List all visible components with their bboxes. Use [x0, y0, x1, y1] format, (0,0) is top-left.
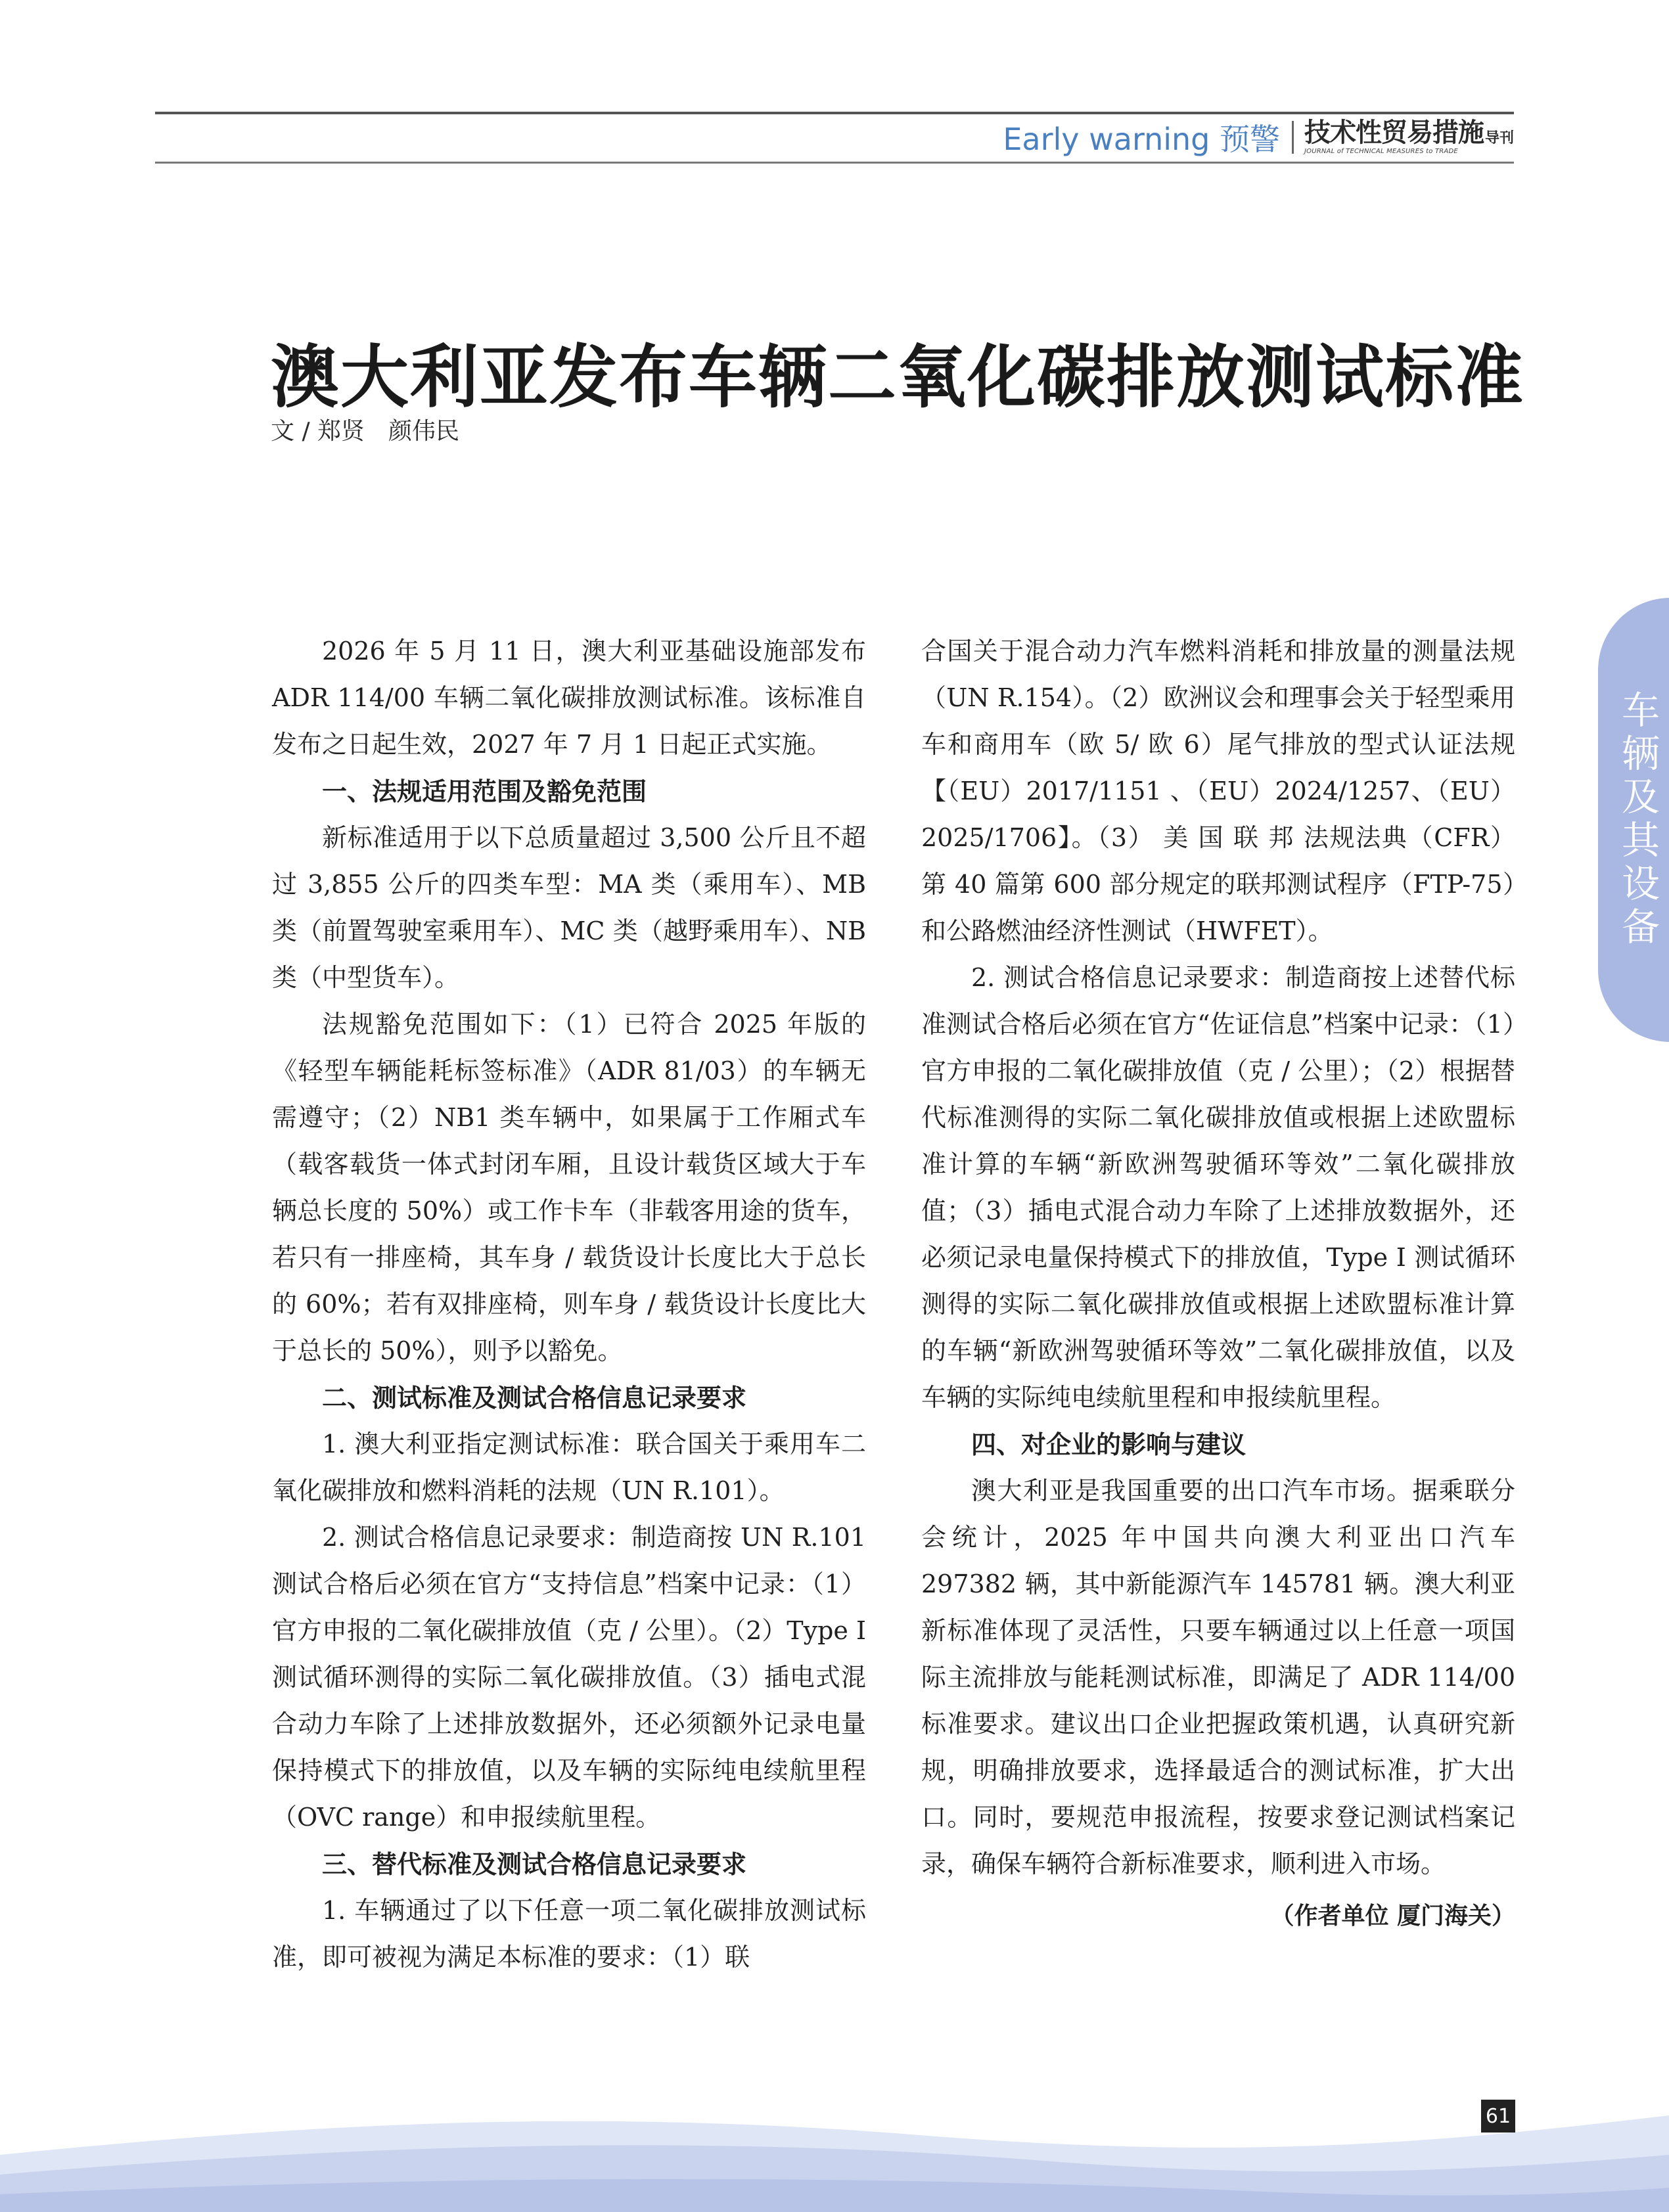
paragraph: 2. 测试合格信息记录要求：制造商按上述替代标准测试合格后必须在官方“佐证信息”档案中记录：（1）官方申报的二氧化碳排放值（克 / 公里）；（2）根据替代标准测得的实际二氧化碳排放值或根据上述欧盟标准计算的车辆“新欧洲驾驶循环等效”二氧化碳排放值；（3）插电式混合动力车除了上述排放数据外，还必须记录电量保持模式下的排放值，Type I 测试循环测得的实际二氧化碳排放值或根据上述欧盟标准计算的车辆“新欧洲驾驶循环等效”二氧化碳排放值，以及车辆的实际纯电续航里程和申报续航里程。 — [921, 963, 1515, 1412]
paragraph: 2. 测试合格信息记录要求：制造商按 UN R.101 测试合格后必须在官方“支持信息”档案中记录：（1）官方申报的二氧化碳排放值（克 / 公里）。（2）Type I 测试循环测得的实际二氧化碳排放值。（3）插电式混合动力车除了上述排放数据外，还必须额外记录电量保持模式下的排放值，以及车辆的实际纯电续航里程（OVC range）和申报续航里程。 — [272, 1523, 866, 1832]
section-heading: 四、对企业的影响与建议 — [971, 1430, 1246, 1459]
section-side-tab — [1598, 598, 1669, 1042]
section-heading: 一、法规适用范围及豁免范围 — [322, 777, 647, 806]
journal-name-en: JOURNAL of TECHNICAL MEASURES to TRADE — [1304, 148, 1458, 155]
side-tab-label: 车辆及其设备 — [1615, 690, 1660, 950]
footer-wave-decoration — [0, 2096, 1669, 2212]
author-affiliation: （作者单位 厦门海关） — [1270, 1903, 1515, 1930]
journal-name-cn: 技术性贸易措施 — [1304, 118, 1484, 148]
paragraph: 新标准适用于以下总质量超过 3,500 公斤且不超过 3,855 公斤的四类车型：MA 类（乘用车）、MB 类（前置驾驶室乘用车）、MC 类（越野乘用车）、NB 类（中型货车）。 — [272, 823, 866, 992]
header-separator — [1292, 121, 1294, 154]
body-column-right — [921, 628, 1515, 1939]
paragraph: 法规豁免范围如下：（1）已符合 2025 年版的《轻型车辆能耗标签标准》（ADR 81/03）的车辆无需遵守；（2）NB1 类车辆中，如果属于工作厢式车（载客载货一体式封闭车厢，且设计载货区域大于车辆总长度的 50%）或工作卡车（非载客用途的货车，若只有一排座椅，其车身 / 载货设计长度比大于总长的 60%；若有双排座椅，则车身 / 载货设计长度比大于总长的 50%），则予以豁免。 — [272, 1010, 866, 1365]
header-section-label: Early warning 预警 — [1003, 122, 1280, 157]
paragraph-continued: 合国关于混合动力汽车燃料消耗和排放量的测量法规（UN R.154）。（2）欧洲议会和理事会关于轻型乘用车和商用车（欧 5/ 欧 6）尾气排放的型式认证法规【（EU）2017/1151 、（EU）2024/1257、（EU）2025/1706】。（3） 美 国 联 邦 法规法典（CFR）第 40 篇第 600 部分规定的联邦测试程序（FTP-75）和公路燃油经济性测试（HWFET）。 — [921, 637, 1515, 945]
running-header — [1003, 116, 1514, 159]
paragraph: 1. 车辆通过了以下任意一项二氧化碳排放测试标准，即可被视为满足本标准的要求：（1）联 — [272, 1896, 866, 1972]
header-rule-bottom — [155, 162, 1514, 164]
header-rule-top — [155, 112, 1514, 114]
article-title: 澳大利亚发布车辆二氧化碳排放测试标准 — [271, 337, 1525, 417]
paragraph: 澳大利亚是我国重要的出口汽车市场。据乘联分会统计，2025 年中国共向澳大利亚出口汽车 297382 辆，其中新能源汽车 145781 辆。澳大利亚新标准体现了灵活性，只要车辆通过以上任意一项国际主流排放与能耗测试标准，即满足了 ADR 114/00 标准要求。建议出口企业把握政策机遇，认真研究新规，明确排放要求，选择最适合的测试标准，扩大出口。同时，要规范申报流程，按要求登记测试档案记录，确保车辆符合新标准要求，顺利进入市场。 — [921, 1476, 1515, 1878]
paragraph: 1. 澳大利亚指定测试标准：联合国关于乘用车二氧化碳排放和燃料消耗的法规（UN R.101）。 — [272, 1430, 866, 1505]
journal-name-suffix: 导刊 — [1484, 130, 1514, 147]
section-heading: 二、测试标准及测试合格信息记录要求 — [322, 1383, 747, 1412]
section-heading: 三、替代标准及测试合格信息记录要求 — [322, 1849, 747, 1879]
paragraph: 2026 年 5 月 11 日，澳大利亚基础设施部发布 ADR 114/00 车辆二氧化碳排放测试标准。该标准自发布之日起生效，2027 年 7 月 1 日起正式实施。 — [272, 637, 866, 759]
page-number: 61 — [1481, 2100, 1515, 2133]
body-column-left — [272, 628, 866, 1981]
article-byline: 文 / 郑贤 颜伟民 — [271, 418, 460, 445]
journal-logo — [1304, 120, 1514, 155]
